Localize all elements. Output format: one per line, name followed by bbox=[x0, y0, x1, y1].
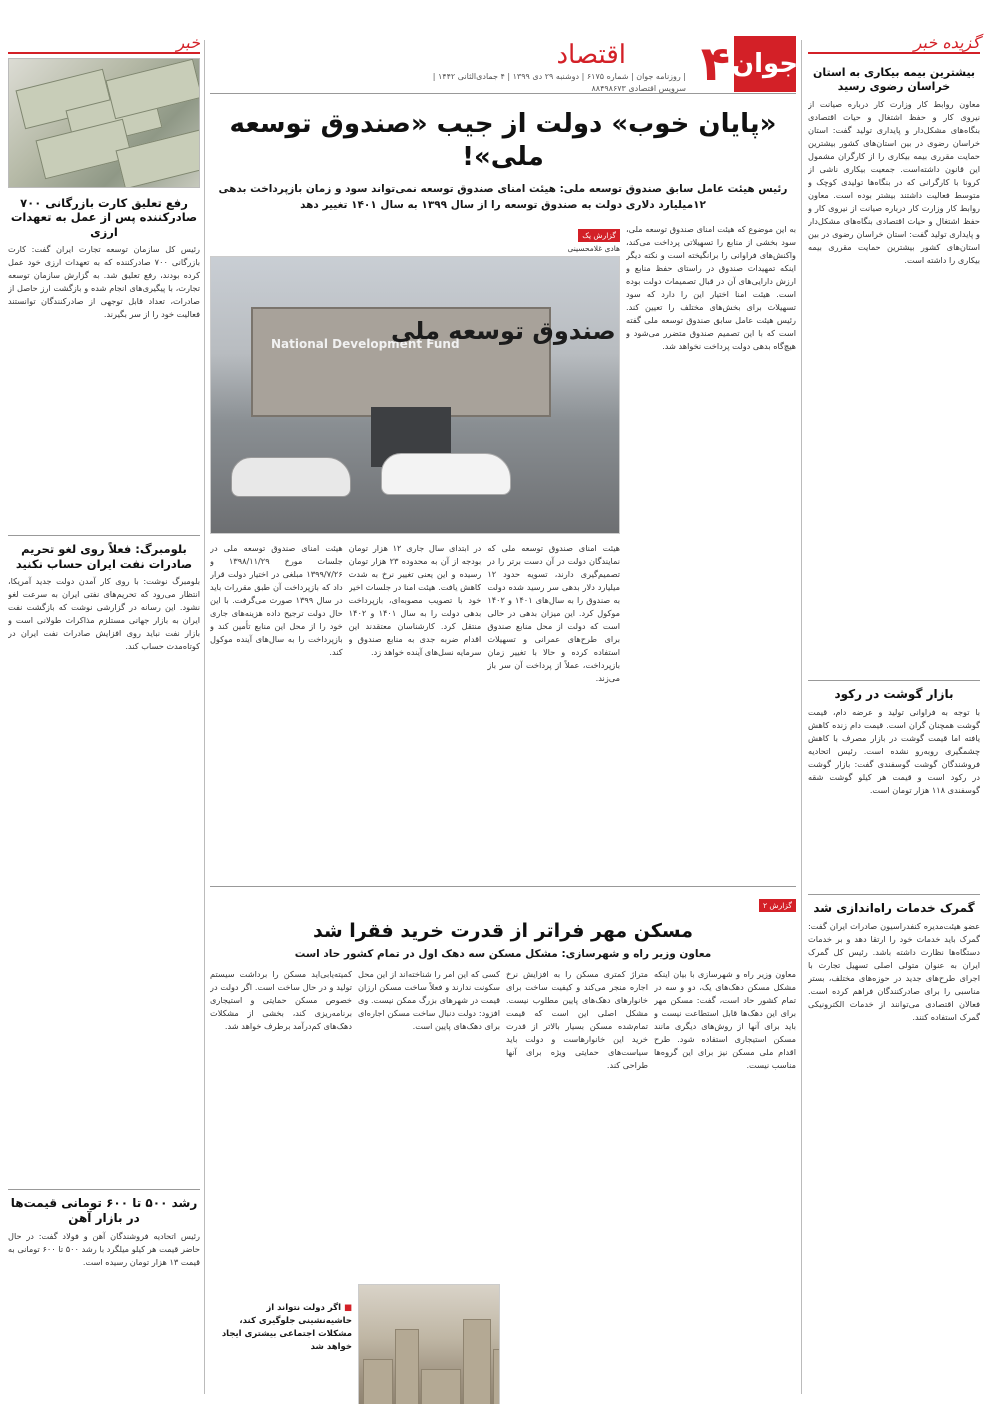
divider bbox=[808, 894, 980, 895]
divider bbox=[210, 886, 796, 887]
fund-photo: National Development Fund صندوق توسعه ملی bbox=[210, 256, 620, 534]
section-name: اقتصاد bbox=[556, 40, 626, 70]
news-body: کسی که این امر را شناخته‌اند از این محل سکونت ندارند و فعلاً ساخت مسکن ارزان قیمت در شهرهای بزرگ ممکن نیست. وی افزود: دولت دنبال ساخت مسکن اجاره‌ای برای دهک‌های پایین است. bbox=[358, 968, 500, 1031]
reporter-name: هادی غلامحسینی bbox=[567, 244, 620, 253]
news-title: رشد ۵۰۰ تا ۶۰۰ تومانی قیمت‌ها در بازار آهن bbox=[10, 1195, 198, 1225]
news-body: با توجه به فراوانی تولید و عرضه دام، قیمت گوشت همچنان گران است. قیمت دام زنده کاهش یافته اما قیمت گوشت در بازار مصرف با کاهش چشمگیری روبه‌رو نشده است. رئیس اتحادیه فروشندگان گوشت گوسفندی گفت: بازار گوشت در رکود است و قیمت هر کیلو گوشت شقه گوسفندی ۱۱۸ هزار تومان است. bbox=[808, 706, 980, 795]
story-side-column bbox=[626, 223, 796, 880]
news-body: رئیس اتحادیه فروشندگان آهن و فولاد گفت: در حال حاضر قیمت هر کیلو میلگرد با رشد ۵۰۰ تا ۶۰۰ تومانی به قیمت ۱۳ هزار تومان رسیده است. bbox=[8, 1230, 200, 1267]
news-title: رفع تعلیق کارت بازرگانی ۷۰۰ صادرکننده پس از عمل به تعهدات ارزی bbox=[10, 196, 198, 239]
right-column bbox=[808, 33, 980, 1390]
news-title: گمرک خدمات راه‌اندازی شد bbox=[813, 900, 975, 915]
news-body: عضو هیئت‌مدیره کنفدراسیون صادرات ایران گفت: گمرک باید خدمات خود را ارتقا دهد و بر خدمات دستگاه‌ها نظارت داشته باشد. رئیس کل گمرک ایران به عنوان متولی اصلی تسهیل تجارت با اجرای طرح‌های جدید در حوزه‌های مختلف، بستر مناسبی را برای صادرکنندگان فراهم کرده است. فعالان اقتصادی می‌توانند از خدمات الکترونیکی گمرک استفاده کنند. bbox=[808, 920, 980, 1022]
section-tag: خبر bbox=[8, 36, 200, 54]
main-lead: رئیس هیئت عامل سابق صندوق توسعه ملی: هیئت امنای صندوق توسعه نمی‌تواند سود و زمان بازپرداخت بدهی ۱۲میلیارد دلاری دولت به صندوق توسعه را از سال ۱۳۹۹ به سال ۱۴۰۱ تغییر دهد bbox=[218, 183, 788, 211]
second-story-photo-col bbox=[358, 968, 500, 1404]
news-title: بیشترین بیمه بیکاری به استان خراسان رضوی رسید bbox=[812, 66, 976, 93]
news-body: کمیته‌یابی‌اید مسکن را برداشت سیستم تولید و در حال ساخت است. اگر دولت در خصوص مسکن حمایتی و استیجاری برنامه‌ریزی کند، بخشی از مشکلات دهک‌های کم‌درآمد برطرف خواهد شد. bbox=[210, 968, 352, 1031]
news-title: بازار گوشت در رکود bbox=[834, 686, 954, 701]
news-body: بلومبرگ نوشت: با روی کار آمدن دولت جدید آمریکا، انتظار می‌رود که تحریم‌های نفتی ایران به سرعت لغو نشود. این رسانه در گزارشی نوشت که بازگشت نفت ایران به بازار جهانی مستلزم مذاکرات طولانی است و بازار نفت نباید روی افزایش صادرات نفت ایران در کوتاه‌مدت حساب کند. bbox=[8, 575, 200, 651]
divider bbox=[808, 680, 980, 681]
money-photo bbox=[8, 58, 200, 188]
story-photo-area bbox=[210, 223, 620, 880]
news-body: معاون روابط کار وزارت کار درباره صیانت از نیروی کار و حفظ اشتغال و حیات اقتصادی بنگاه‌های مشکل‌دار و پایداری تولید گفت: استان خراسان رضوی در بین استان‌های کشور بیشترین حمایت مقرری بیمه بیکاری را از کارگران مشمول این قانون داشته‌است. جمعیت بیکاری ناشی از کرونا با کارگرانی که در بنگاه‌ها تولیدی کوچک و متوسط فعالیت داشتند بیشتر بوده است. معاون روابط کار وزارت کار درباره صیانت از نیروی کار و حفظ اشتغال و حیات اقتصادی بنگاه‌های مشکل‌دار و پایداری تولید گفت: استان خراسان رضوی در بین استان‌های کشور بیشترین حمایت مقرری بیمه بیکاری را داشته است. bbox=[808, 98, 980, 265]
main-column bbox=[209, 36, 799, 1404]
news-body: معاون وزیر راه و شهرسازی با بیان اینکه مشکل مسکن دهک‌های یک، دو و سه در تمام کشور حاد است، گفت: مسکن مهر برای این دهک‌ها قابل استطاعت نیست و باید برای آنها از روش‌های دیگری مانند مسکن استیجاری استفاده شود. طرح اقدام ملی مسکن نیز برای این گروه‌ها مناسب نیست. bbox=[654, 968, 796, 1070]
divider bbox=[8, 535, 200, 536]
second-story-columns bbox=[210, 968, 796, 1404]
bullet-subhead: ■ اگر دولت نتواند از حاشیه‌نشینی جلوگیری کند، مشکلات اجتماعی بیشتری ایجاد خواهد شد bbox=[221, 1302, 352, 1352]
service-line: سرویس اقتصادی ۸۸۴۹۸۶۷۳ bbox=[591, 84, 686, 93]
news-body: رئیس کل سازمان توسعه تجارت ایران گفت: کارت بازرگانی ۷۰۰ صادرکننده که به تعهدات ارزی خود عمل کرده بودند، رفع تعلیق شد. به گزارش سازمان توسعه تجارت، با پیگیری‌های انجام شده و بازگشت ارز حاصل از صادرات، تعداد قابل توجهی از صادرکنندگان توانستند فعالیت خود را از سر بگیرند. bbox=[8, 244, 200, 320]
city-photo bbox=[358, 1284, 500, 1404]
section-tag: گزیده خبر bbox=[808, 36, 980, 54]
second-subheadline: معاون وزیر راه و شهرسازی: مشکل مسکن سه دهک اول در تمام کشور حاد است bbox=[294, 947, 712, 960]
second-headline: مسکن مهر فراتر از قدرت خرید فقرا شد bbox=[312, 920, 694, 942]
divider bbox=[8, 1189, 200, 1190]
issue-meta: | روزنامه جوان | شماره ۶۱۷۵ | دوشنبه ۲۹ دی ۱۳۹۹ | ۴ جمادی‌الثانی ۱۴۴۲ | bbox=[432, 72, 686, 81]
report-tag: گزارش ۲ bbox=[759, 899, 796, 912]
left-column bbox=[8, 33, 200, 1348]
main-headline: «پایان خوب» دولت از جیب «صندوق توسعه ملی»! bbox=[229, 109, 777, 172]
page-number: ۴ bbox=[700, 36, 730, 92]
news-body: هیئت امنای صندوق توسعه ملی که نمایندگان دولت در آن دست برتر را در تصمیم‌گیری دارند، تسویه حدود ۱۲ میلیارد دلار بدهی سر رسید شده دولت به صندوق را به سال‌های ۱۴۰۱ و ۱۴۰۲ موکول کرد. این میزان بدهی در حالی است که دولت از محل منابع صندوق برای طرح‌های عمرانی و تسهیلات استفاده کرده و حالا با تغییر زمان بازپرداخت، عملاً از پرداخت آن سر باز می‌زند. bbox=[487, 543, 620, 683]
main-story-top bbox=[210, 223, 796, 880]
column-divider bbox=[801, 40, 802, 1394]
report-tag: گزارش یک bbox=[578, 229, 620, 242]
news-title: بلومبرگ: فعلاً روی لغو تحریم صادرات نفت ایران حساب نکنید bbox=[15, 542, 193, 571]
news-body: به این موضوع که هیئت امنای صندوق توسعه ملی، سود بخشی از منابع را تسهیلاتی پرداخت می‌کند، واکنش‌های فراوانی را برانگیخته است و نکته دیگر اینکه تمهیدات صندوق در راستای حفظ منابع و ارزش دارایی‌های آن در قبال تصمیمات دولت بوده است. هیئت امنا اختیار این را دارد که سود تسهیلات برای بخش‌های مختلف را تعیین کند. رئیس هیئت عامل سابق صندوق توسعه ملی گفته است که با این تصمیم صندوق متضرر می‌شود و هیچ‌گاه بدهی دولت پرداخت نخواهد شد. bbox=[626, 224, 796, 351]
newspaper-logo: جوان bbox=[734, 36, 796, 92]
news-body: هیئت امنای صندوق توسعه ملی در جلسات مورخ ۱۳۹۸/۱۱/۲۹ و ۱۳۹۹/۷/۲۶ مبلغی در اختیار دولت قرار داد که بازپرداخت آن طبق مقررات باید در سال ۱۳۹۹ صورت می‌گرفت. با این حال دولت ترجیح داده هزینه‌های جاری خود را از محل این منابع تأمین کند و بازپرداخت را به سال‌های آینده موکول کند. bbox=[209, 543, 343, 657]
story-columns bbox=[210, 542, 620, 880]
news-body: متراژ کمتری مسکن را به افزایش نرخ اجاره منجر می‌کند و کیفیت ساخت برای خانوارهای دهک‌های پایین مطلوب نیست. مشکل اصلی این است که قیمت تمام‌شده مسکن بسیار بالاتر از قدرت خرید این خانوارهاست و دولت باید سیاست‌های حمایتی ویژه برای آنها طراحی کند. bbox=[506, 968, 648, 1070]
news-body: در ابتدای سال جاری ۱۲ هزار تومان بودجه از آن به محدوده ۲۳ هزار تومان رسیده و این یعنی تغییر نرخ به شدت کاهش یافت. هیئت امنا در جلسات اخیر خود با تصویب مصوبه‌ای، بازپرداخت بدهی دولت را به سال ۱۴۰۱ و ۱۴۰۲ منتقل کرد. کارشناسان معتقدند این اقدام ضربه جدی به منابع صندوق و سرمایه نسل‌های آینده خواهد زد. bbox=[348, 543, 482, 657]
column-divider bbox=[204, 40, 205, 1394]
second-story-last-col bbox=[210, 968, 352, 1404]
masthead bbox=[210, 36, 799, 94]
